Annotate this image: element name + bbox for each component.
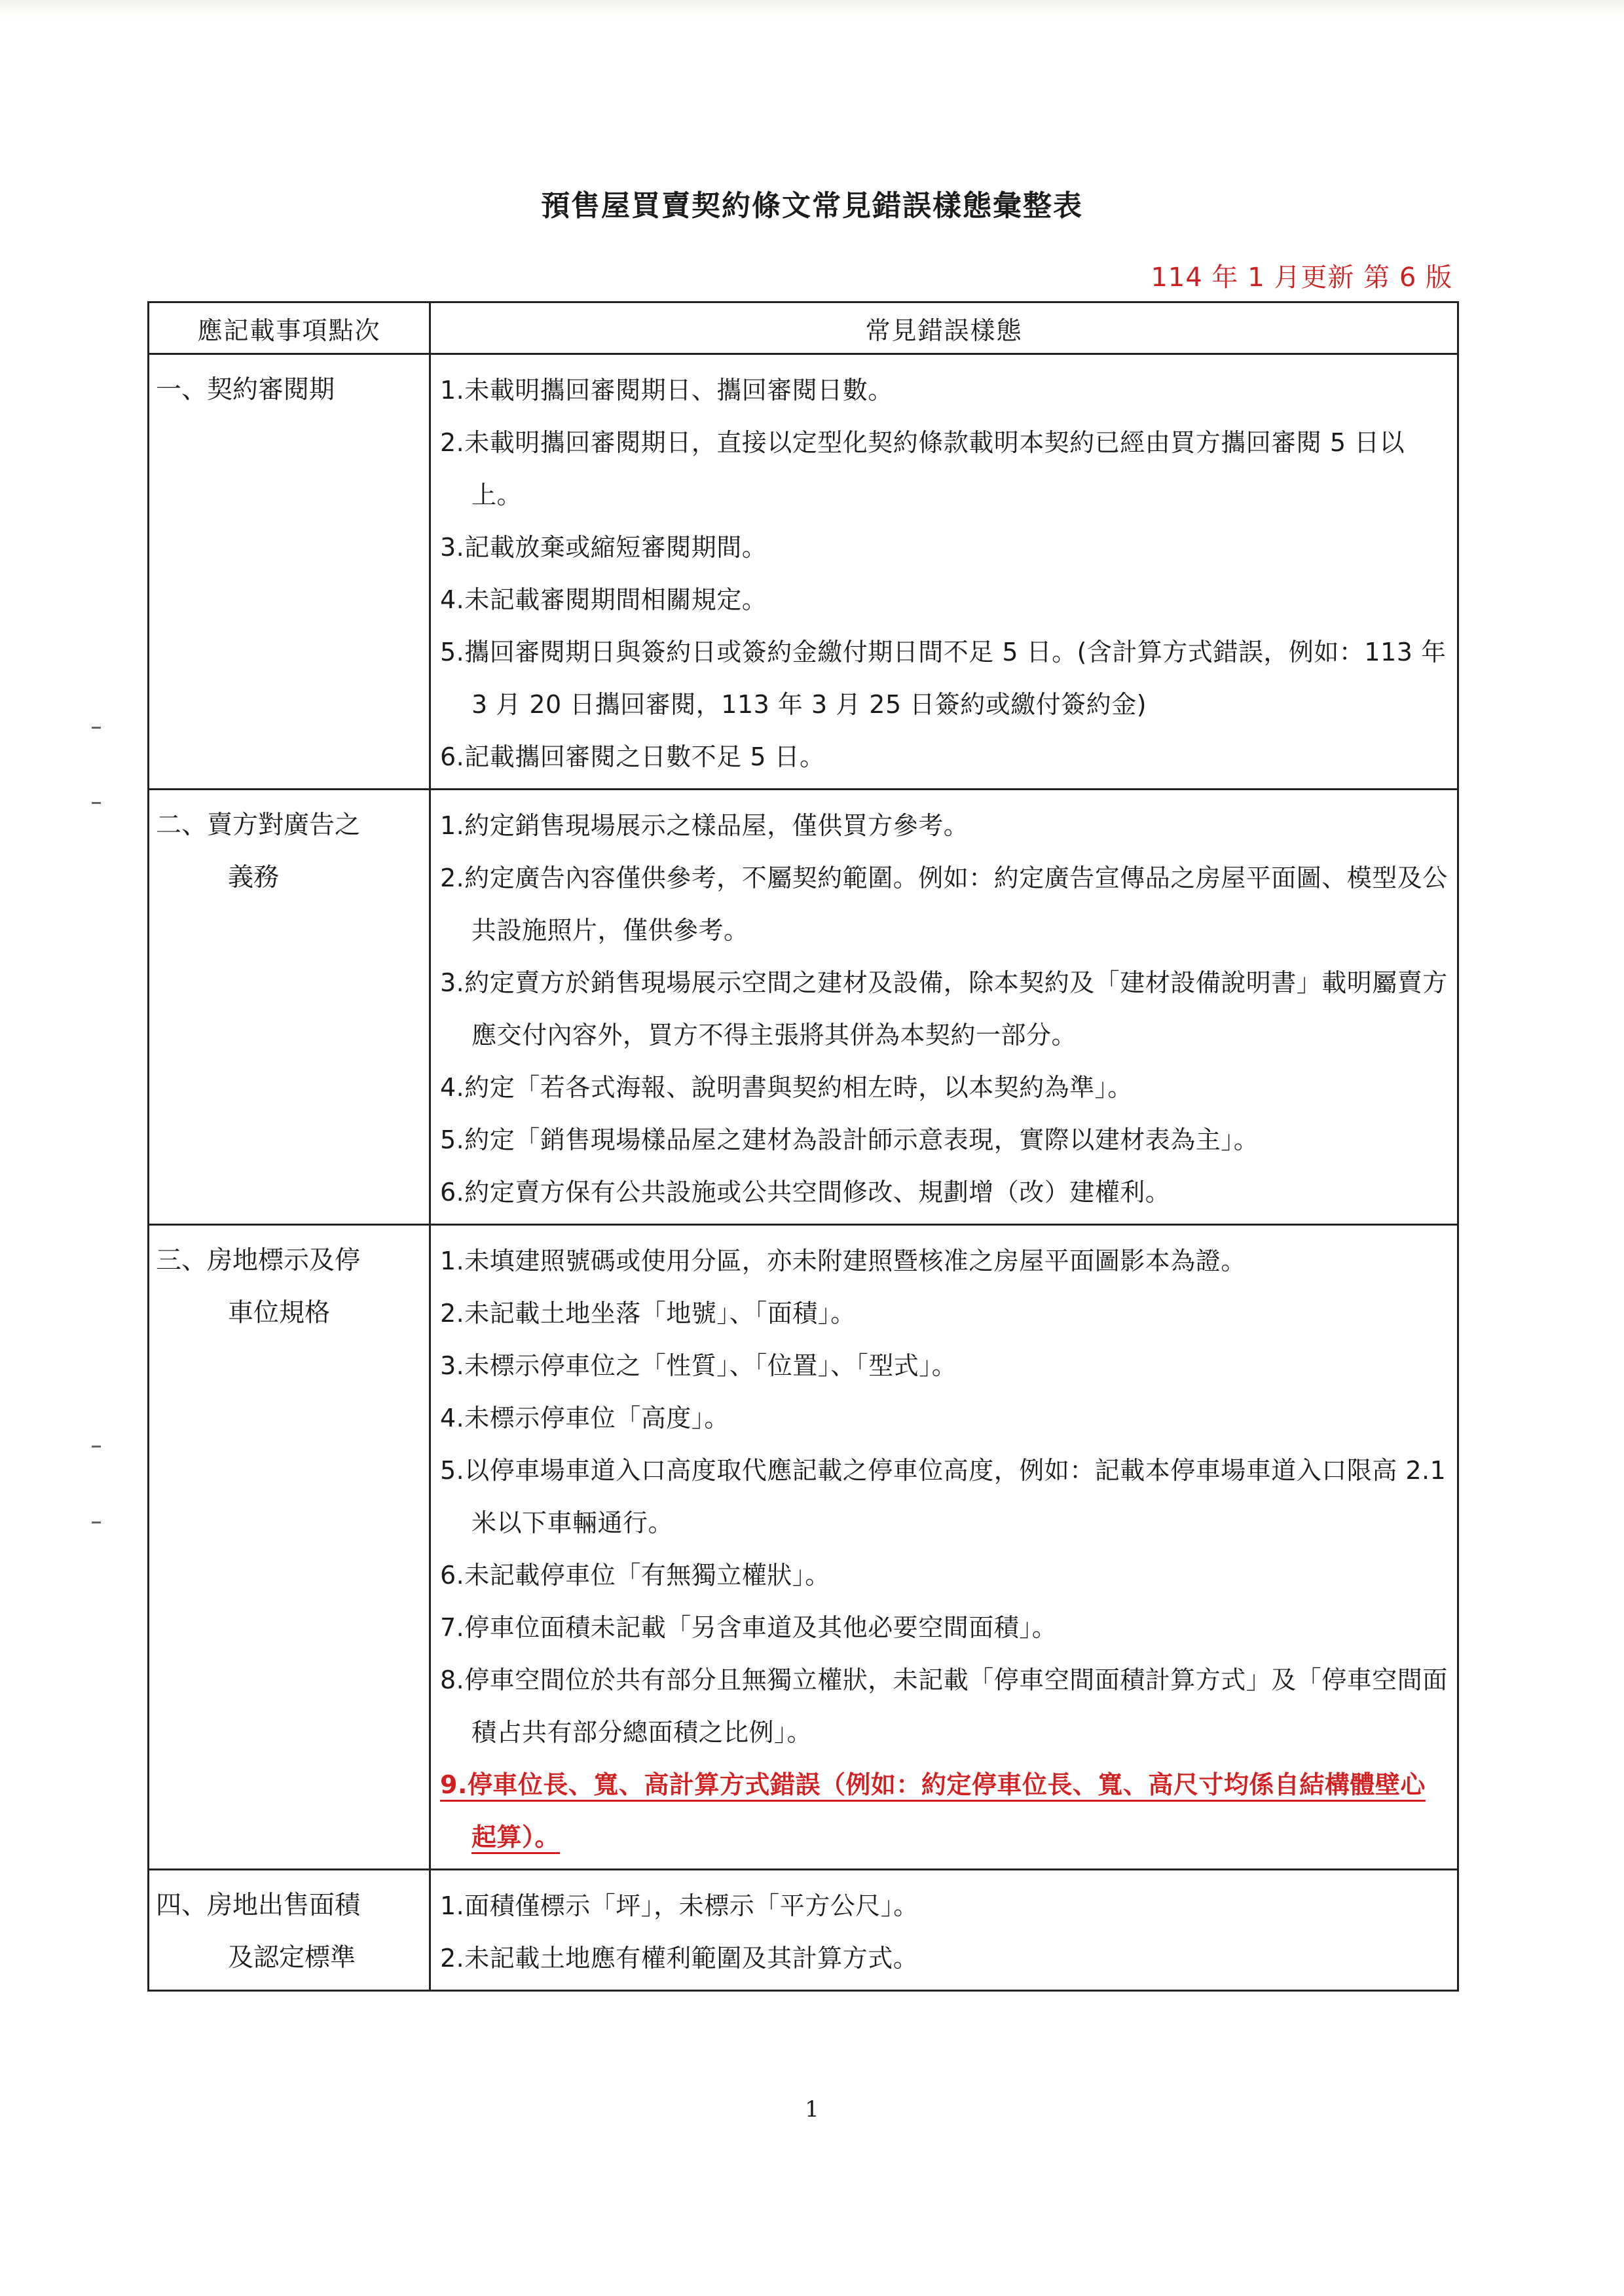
scan-margin-mark — [92, 802, 101, 804]
list-item: 6.未記載停車位「有無獨立權狀」。 — [440, 1561, 830, 1590]
category-label: 四、房地出售面積 — [156, 1891, 361, 1920]
list-item: 4.約定「若各式海報、說明書與契約相左時，以本契約為準」。 — [440, 1073, 1133, 1102]
table-row — [149, 1870, 1458, 1991]
table-row — [149, 354, 1458, 790]
list-item: 1.未填建照號碼或使用分區，亦未附建照暨核准之房屋平面圖影本為證。 — [440, 1247, 1246, 1275]
category-label: 一、契約審閱期 — [156, 375, 335, 405]
category-cell — [149, 1225, 430, 1870]
list-item: 1.面積僅標示「坪」，未標示「平方公尺」。 — [440, 1891, 919, 1920]
category-label: 三、房地標示及停 — [156, 1246, 361, 1275]
list-item: 1.未載明攜回審閱期日、攜回審閱日數。 — [440, 376, 893, 405]
list-item: 6.記載攜回審閱之日數不足 5 日。 — [440, 742, 825, 771]
list-item: 8.停車空間位於共有部分且無獨立權狀，未記載「停車空間面積計算方式」及「停車空間面積占共有部分總面積之比例」。 — [440, 1666, 1448, 1747]
category-cell — [149, 354, 430, 790]
list-item: 4.未標示停車位「高度」。 — [440, 1404, 729, 1432]
scan-margin-mark — [92, 1446, 101, 1448]
list-item: 6.約定賣方保有公共設施或公共空間修改、規劃增（改）建權利。 — [440, 1178, 1171, 1207]
list-item: 5.以停車場車道入口高度取代應記載之停車位高度，例如：記載本停車場車道入口限高 2.1 米以下車輛通行。 — [440, 1456, 1447, 1537]
list-item: 4.未記載審閱期間相關規定。 — [440, 585, 767, 614]
table-row — [149, 1225, 1458, 1870]
scan-margin-mark — [92, 1522, 101, 1523]
category-label-continued: 及認定標準 — [228, 1943, 356, 1973]
table-header-row — [149, 302, 1458, 354]
items-cell — [430, 1870, 1458, 1991]
list-item: 2.未記載土地應有權利範圍及其計算方式。 — [440, 1944, 919, 1973]
page-number: 1 — [805, 2096, 819, 2123]
list-item: 3.未標示停車位之「性質」、「位置」、「型式」。 — [440, 1351, 957, 1380]
errors-table — [147, 301, 1459, 1992]
scan-edge-shading — [0, 0, 1624, 18]
document-title: 預售屋買賣契約條文常見錯誤樣態彙整表 — [541, 189, 1083, 223]
category-cell — [149, 790, 430, 1225]
category-label: 二、賣方對廣告之 — [156, 811, 361, 840]
items-cell — [430, 354, 1458, 790]
items-cell — [430, 790, 1458, 1225]
list-item: 7.停車位面積未記載「另含車道及其他必要空間面積」。 — [440, 1613, 1058, 1642]
items-cell — [430, 1225, 1458, 1870]
list-item: 2.未載明攜回審閱期日，直接以定型化契約條款載明本契約已經由買方攜回審閱 5 日以上。 — [440, 428, 1405, 509]
list-item: 5.攜回審閱期日與簽約日或簽約金繳付期日間不足 5 日。(含計算方式錯誤，例如：113 年 3 月 20 日攜回審閱，113 年 3 月 25 日簽約或繳付簽約金) — [440, 638, 1447, 719]
version-note: 114 年 1 月更新 第 6 版 — [1151, 263, 1452, 293]
scan-margin-mark — [92, 727, 101, 729]
list-item: 1.約定銷售現場展示之樣品屋，僅供買方參考。 — [440, 811, 969, 840]
category-label-continued: 車位規格 — [228, 1298, 331, 1328]
list-item: 2.約定廣告內容僅供參考，不屬契約範圍。例如：約定廣告宣傳品之房屋平面圖、模型及公共設施照片，僅供參考。 — [440, 864, 1448, 945]
list-item: 3.約定賣方於銷售現場展示空間之建材及設備，除本契約及「建材設備說明書」載明屬賣方應交付內容外，買方不得主張將其併為本契約一部分。 — [440, 968, 1448, 1049]
list-item: 5.約定「銷售現場樣品屋之建材為設計師示意表現，實際以建材表為主」。 — [440, 1125, 1259, 1154]
highlighted-list-item: 9.停車位長、寬、高計算方式錯誤（例如：約定停車位長、寬、高尺寸均係自結構體壁心起算）。 — [440, 1770, 1426, 1851]
table-row — [149, 790, 1458, 1225]
list-item: 2.未記載土地坐落「地號」、「面積」。 — [440, 1299, 856, 1328]
category-cell — [149, 1870, 430, 1991]
header-category: 應記載事項點次 — [149, 302, 430, 354]
header-errors: 常見錯誤樣態 — [430, 302, 1458, 354]
category-label-continued: 義務 — [228, 863, 280, 892]
list-item: 3.記載放棄或縮短審閱期間。 — [440, 533, 767, 562]
